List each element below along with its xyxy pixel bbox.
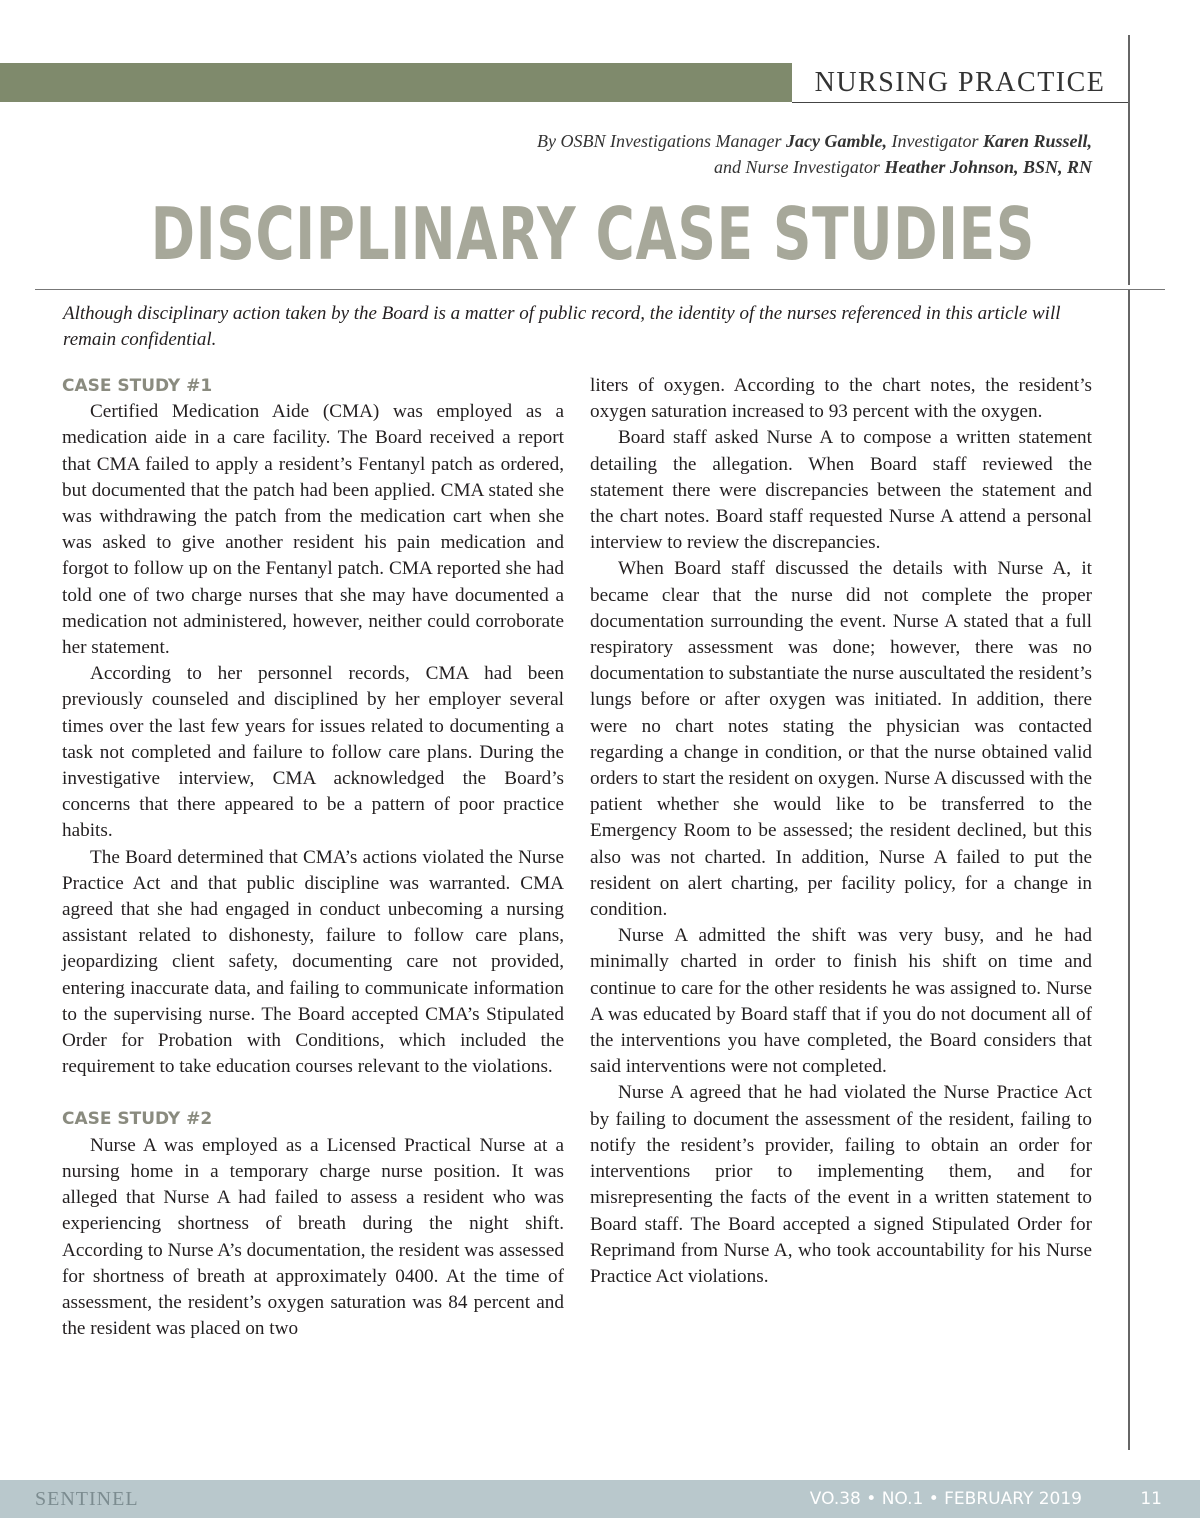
left-column	[62, 373, 564, 1342]
case-1-paragraph: The Board determined that CMA’s actions violated the Nurse Practice Act and that public discipline was warranted. CMA agreed that she had engaged in conduct unbecoming a nursing assistant related to dishonesty, failure to follow care plans, jeopardizing client safety, documenting care not provided, entering inaccurate data, and failing to communicate information to the supervising nurse. The Board accepted CMA’s Stipulated Order for Probation with Conditions, which included the requirement to take education courses relevant to the violations.	[62, 846, 564, 1078]
vertical-rule-bottom	[1128, 290, 1130, 1450]
case-2-paragraph: Nurse A admitted the shift was very busy, and he had minimally charted in order to finish his shift on time and continue to care for the other residents he was assigned to. Nurse A was educated by Board staff that if you do not document all of the interventions you have completed, the Board considers that said interventions were not completed.	[590, 925, 1092, 1078]
case-2-paragraph: Board staff asked Nurse A to compose a written statement detailing the allegation. When Board staff reviewed the statement there were discrepancies between the statement and the chart notes. Board staff requested Nurse A attend a personal interview to review the discrepancies.	[590, 427, 1092, 554]
byline-middle-1: Investigator	[891, 131, 979, 151]
section-label: NURSING PRACTICE	[792, 63, 1128, 103]
vertical-rule-top	[1128, 35, 1130, 285]
byline-line-1	[292, 128, 1092, 154]
publication-name: SENTINEL	[35, 1488, 139, 1510]
case-2-paragraph: Nurse A was employed as a Licensed Practical Nurse at a nursing home in a temporary charge nurse position. It was alleged that Nurse A had failed to assess a resident who was experiencing shortness of breath during the night shift. According to Nurse A’s documentation, the resident was assessed for shortness of breath at approximately 0400. At the time of assessment, the resident’s oxygen saturation was 84 percent and the resident was placed on two	[62, 1134, 564, 1340]
byline-author-2: Karen Russell,	[982, 131, 1092, 151]
title-rule	[35, 289, 1165, 290]
case-1-paragraph: Certified Medication Aide (CMA) was employed as a medication aide in a care facility. The Board received a report that CMA failed to apply a resident’s Fentanyl patch as ordered, but documented that the patch had been applied. CMA stated she was withdrawing the patch from the medication cart when she was asked to give another resident his pain medication and forgot to follow up on the Fentanyl patch. CMA reported she had told one of two charge nurses that she may have documented a medication not administered, however, neither could corroborate her statement.	[62, 401, 564, 659]
case-2-paragraph: When Board staff discussed the details with Nurse A, it became clear that the nurse did not complete the proper documentation surrounding the event. Nurse A stated that a full respiratory assessment was done; however, there was no documentation to substantiate the nurse auscultated the resident’s lungs before or after oxygen was initiated. In addition, there were no chart notes stating the physician was contacted regarding a change in condition, or that the nurse obtained valid orders to start the resident on oxygen. Nurse A discussed with the patient whether she would like to be transferred to the Emergency Room to be assessed; the resident declined, but this also was not charted. In addition, Nurse A failed to put the resident on alert charting, per facility policy, for a change in condition.	[590, 558, 1092, 921]
case-study-1-heading: CASE STUDY #1	[62, 376, 213, 396]
case-2-continuation: liters of oxygen. According to the chart notes, the resident’s oxygen saturation increased to 93 percent with the oxygen.	[590, 375, 1092, 423]
issue-info: VO.38 • NO.1 • FEBRUARY 2019	[809, 1489, 1082, 1509]
intro-text: Although disciplinary action taken by the Board is a matter of public record, the identity of the nurses referenced in this article will remain confidential.	[63, 303, 1061, 350]
right-column	[590, 373, 1092, 1290]
page-number: 11	[1140, 1489, 1162, 1509]
byline-prefix: By OSBN Investigations Manager	[537, 131, 782, 151]
byline	[292, 128, 1092, 180]
case-1-paragraph: According to her personnel records, CMA had been previously counseled and disciplined by her employer several times over the last few years for issues related to documenting a task not completed and failure to follow care plans. During the investigative interview, CMA acknowledged the Board’s concerns that there appeared to be a pattern of poor practice habits.	[62, 663, 564, 842]
case-study-2-heading: CASE STUDY #2	[62, 1109, 213, 1130]
page-title: DISCIPLINARY CASE STUDIES	[150, 192, 1035, 276]
case-2-paragraph: Nurse A agreed that he had violated the Nurse Practice Act by failing to document the assessment of the resident, failing to notify the resident’s provider, failing to obtain an order for interventions prior to implementing them, and for misrepresenting the facts of the event in a written statement to Board staff. The Board accepted a signed Stipulated Order for Reprimand from Nurse A, who took accountability for his Nurse Practice Act violations.	[590, 1082, 1092, 1287]
byline-author-1: Jacy Gamble,	[786, 131, 887, 151]
byline-line-2	[292, 154, 1092, 180]
byline-middle-2: and Nurse Investigator	[713, 157, 880, 177]
header-band	[0, 63, 792, 102]
byline-author-3: Heather Johnson, BSN, RN	[884, 157, 1092, 177]
